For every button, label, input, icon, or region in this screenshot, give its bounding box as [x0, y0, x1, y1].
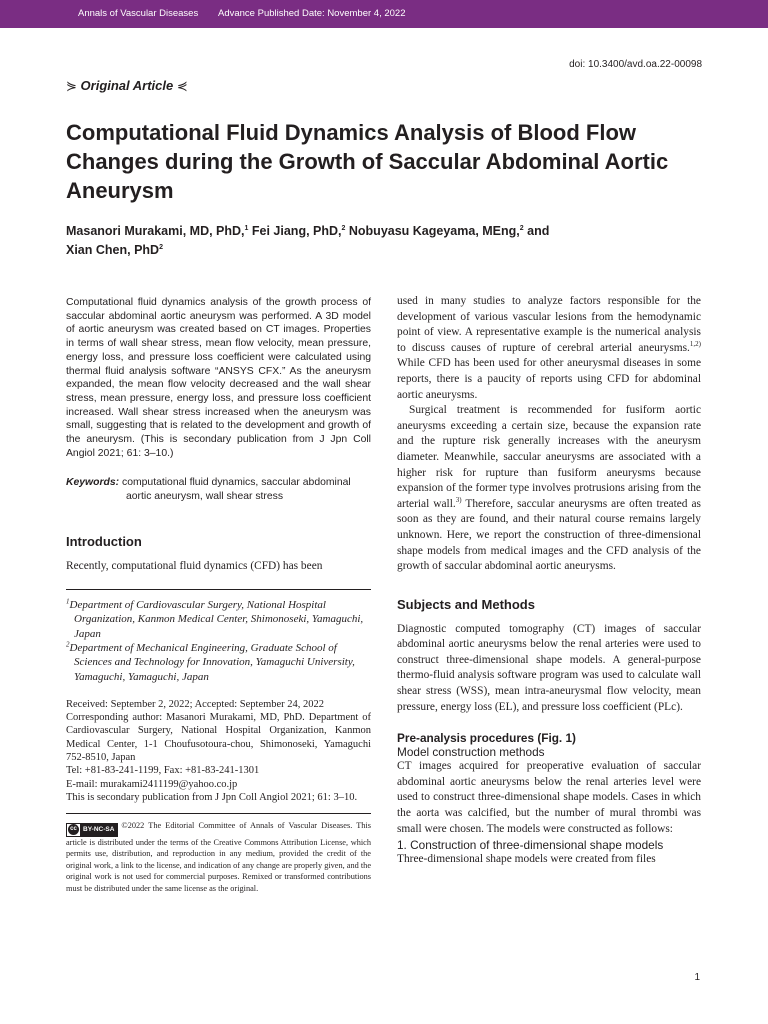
affiliations-block	[66, 589, 371, 684]
article-type-text: Original Article	[80, 78, 174, 93]
author-conjunction: and	[523, 224, 550, 238]
author-name: Masanori Murakami, MD, PhD,	[66, 224, 245, 238]
text-run: Surgical treatment is recommended for fusiform aortic aneurysms exceeding a certain size, because the expansion rate and the rupture risk generally increases with the aneurysm diameter. Meanwhile, saccular aneurysms are associated with a higher risk for rupture than fusiform aneurysms because expansion of the former type involves protrusions arising from the arterial wall.	[397, 404, 701, 510]
subsubsection-heading-model: Model construction methods	[397, 745, 545, 760]
abstract: Computational fluid dynamics analysis of the growth process of saccular abdominal aortic aneurysm was performed. A 3D model of aortic aneurysm was created based on CT images. Properties in terms of wall shear stress, mean flow velocity, mean pressure, energy loss, and pressure loss coefficient were calculated using thermal fluid analysis software “ANSYS CFX.” As the aneurysm expanded, the mean flow velocity decreased and the wall shear stress, mean pressure, energy loss, and pressure loss coefficient increased. Wall shear stress increased when the aneurysm was small, suggesting that is related to the development and growth of the aneurysm. (This is secondary publication from J Jpn Coll Angiol 2021; 61: 3–10.)	[66, 297, 371, 459]
creative-commons-icon: cc	[68, 824, 79, 835]
keywords-label: Keywords:	[66, 477, 120, 489]
license-text-block	[66, 820, 371, 894]
publish-date: Advance Published Date: November 4, 2022	[218, 8, 406, 19]
article-title: Computational Fluid Dynamics Analysis of Blood Flow Changes during the Growth of Saccular Abdominal Aortic Aneurysm	[66, 120, 669, 203]
section-heading-introduction: Introduction	[66, 534, 142, 550]
intro-paragraph: Recently, computational fluid dynamics (CFD) has been	[66, 560, 323, 573]
email-link[interactable]: E-mail: murakami2411199@yahoo.co.jp	[66, 778, 238, 790]
text-run: used in many studies to analyze factors responsible for the development of various vascular lesions from the hemodynamic point of view. A representative example is the numerical analysis to discuss causes of rupture of cerebral arterial aneurysms.	[397, 295, 701, 354]
license-text: ©2022 The Editorial Committee of Annals of Vascular Diseases. This article is distributed under the terms of the Creative Commons Attribution License, which permits use, distribution, and reproduction in any medium, provided the credit of the original work, a link to the license, and indication of any change are properly given, and the original work is not used for commercial purposes. Remixed or transformed contributions must be distributed under the same license as the original.	[66, 821, 371, 894]
affiliation-marker: 1	[244, 224, 249, 232]
affiliation-2	[66, 641, 371, 684]
license-type: BY-NC-SA	[80, 824, 117, 836]
author-name: Nobuyasu Kageyama, MEng,	[345, 224, 520, 238]
intro-paragraph-2	[397, 403, 701, 575]
keywords	[66, 476, 371, 504]
affiliation-marker: 2	[341, 224, 346, 232]
model-paragraph: CT images acquired for preoperative evaluation of saccular abdominal aortic aneurysms below the renal arteries level were used to construct three-dimensional shape models. Cases in which the aorta was calcified, but the number of mural thrombi was small were chosen. The models were constructed as follows:	[397, 760, 701, 835]
author-list	[66, 222, 666, 260]
author-name: Fei Jiang, PhD,	[248, 224, 342, 238]
received-dates: Received: September 2, 2022; Accepted: September 24, 2022	[66, 698, 325, 710]
corresponding-author: Corresponding author: Masanori Murakami, MD, PhD. Department of Cardiovascular Surgery, National Hospital Organization, Kanmon Medical Center, 1-1 Choufusotoura-chou, Shimonoseki, Yamaguchi 752-8510, Japan	[66, 712, 371, 763]
journal-header-bar	[0, 0, 768, 28]
doi-link[interactable]: doi: 10.3400/avd.oa.22-00098	[569, 59, 702, 70]
phone-fax: Tel: +81-83-241-1199, Fax: +81-83-241-1301	[66, 765, 260, 777]
affiliation-number: 1	[66, 597, 70, 606]
affiliation-1	[66, 598, 371, 641]
text-run: While CFD has been used for other aneurysmal diseases in some reports, there is a paucity of reports using CFD for abdominal aortic aneurysms.	[397, 357, 701, 401]
journal-name: Annals of Vascular Diseases	[78, 8, 199, 19]
keywords-text: computational fluid dynamics, saccular abdominal aortic aneurysm, wall shear stress	[119, 477, 351, 503]
chevron-left-deco-icon: ⋞	[176, 78, 188, 93]
step-heading: 1. Construction of three-dimensional shape models	[397, 838, 664, 853]
correspondence-block	[66, 698, 371, 804]
page-number: 1	[694, 972, 700, 983]
subsection-heading-pre-analysis: Pre-analysis procedures (Fig. 1)	[397, 731, 576, 746]
affiliation-text: Department of Cardiovascular Surgery, National Hospital Organization, Kanmon Medical Center, Shimonoseki, Yamaguchi, Japan	[69, 599, 364, 640]
methods-paragraph: Diagnostic computed tomography (CT) images of saccular abdominal aortic aneurysms below the renal arteries were used to construct three-dimensional shape models. A general-purpose thermo-fluid analysis software program was used to calculate wall shear stress (WSS), mean intra-aneurysmal flow velocity, mean pressure, energy loss (EL), and pressure loss coefficient (PLc).	[397, 622, 701, 713]
affiliation-number: 2	[66, 640, 70, 649]
step-paragraph: Three-dimensional shape models were created from files	[397, 853, 656, 866]
license-block	[66, 813, 371, 894]
citation[interactable]: 3)	[455, 495, 462, 504]
intro-paragraph-continued	[397, 294, 701, 403]
right-column	[397, 294, 701, 868]
citation[interactable]: 1,2)	[689, 339, 701, 348]
secondary-publication-note: This is secondary publication from J Jpn Coll Angiol 2021; 61: 3–10.	[66, 791, 358, 803]
author-name: Xian Chen, PhD	[66, 243, 160, 257]
section-heading-methods: Subjects and Methods	[397, 596, 535, 612]
cc-license-badge[interactable]	[66, 823, 118, 837]
text-run: Therefore, saccular aneurysms are often treated as soon as they are found, and their natural course remains largely unknown. Here, we report the construction of three-dimensional shape models from medical images and the CFD analysis of the growth of saccular abdominal aortic aneurysms.	[397, 497, 701, 573]
affiliation-text: Department of Mechanical Engineering, Graduate School of Sciences and Technology for Innovation, Yamaguchi University, Yamaguchi, Yamaguchi, Japan	[69, 641, 355, 683]
article-type-label	[66, 78, 188, 94]
affiliation-marker: 2	[159, 243, 163, 251]
left-column	[66, 296, 371, 895]
affiliation-marker: 2	[519, 224, 524, 232]
chevron-right-deco-icon: ⋟	[66, 78, 77, 93]
